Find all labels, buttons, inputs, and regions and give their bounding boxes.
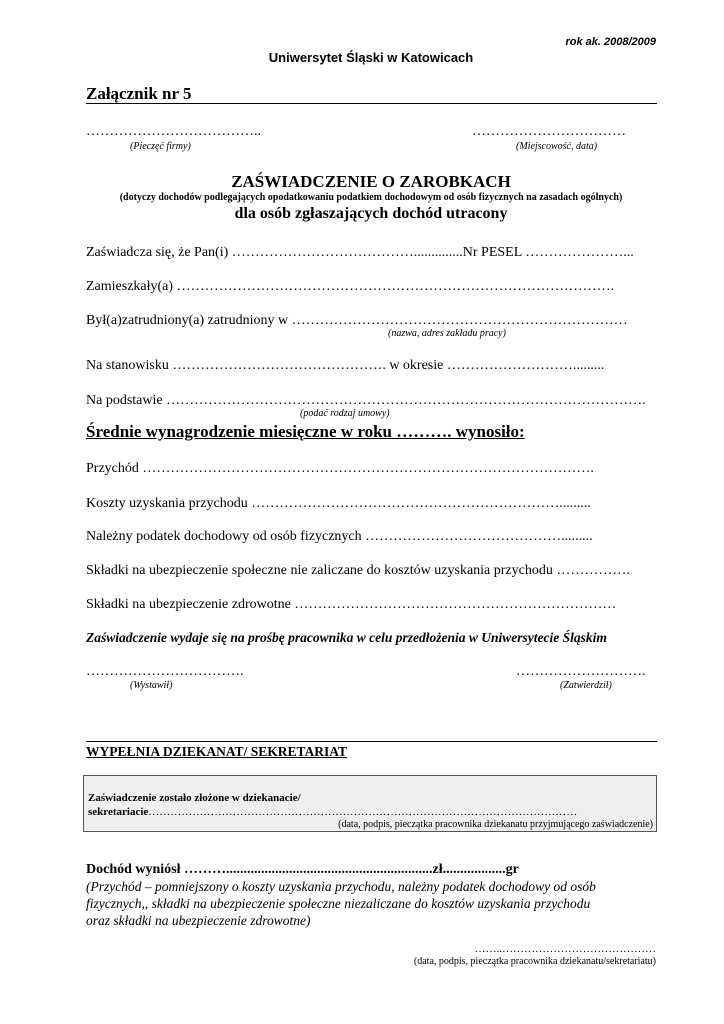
document-title: ZAŚWIADCZENIE O ZAROBKACH [231,172,511,191]
position-line: Na stanowisku ………………………………………. w okresie ………………………......... [86,358,605,373]
document-subtitle: (dotyczy dochodów podlegających opodatkowaniu podatkiem dochodowym od osób fizycznych na zasadach ogólnych) [119,192,623,203]
approved-by-label: (Zatwierdził) [560,680,612,691]
attachment-title: Załącznik nr 5 [86,84,192,103]
approved-by-field: ………………………. [516,664,646,679]
document-target: dla osób zgłaszających dochód utracony [234,205,508,222]
title-rule [86,103,657,104]
contract-hint: (podać rodzaj umowy) [300,408,390,419]
stamp-label: (Pieczęć firmy) [130,141,191,152]
dean-receipt-box [83,775,657,832]
income-explanation-2: fizycznych,, składki na ubezpieczenie społeczne niezaliczane do kosztów uzyskania przychodu [86,896,591,911]
tax-line: Należny podatek dochodowy od osób fizycznych ……………………………………......... [86,529,593,544]
issued-by-label: (Wystawił) [130,680,173,691]
issued-by-field: ……………………………. [86,664,244,679]
income-explanation-1: (Przychód – pomniejszony o koszty uzyskania przychodu, należny podatek dochodowy od osób [86,879,596,894]
employer-hint: (nazwa, adres zakładu pracy) [388,328,506,339]
social-insurance-line: Składki na ubezpieczenie społeczne nie zaliczane do kosztów uzyskania przychodu ……………. [86,563,630,578]
health-insurance-line: Składki na ubezpieczenie zdrowotne …………………………………………………………… [86,597,617,612]
place-date-label: (Miejscowość, data) [516,141,598,152]
basis-line: Na podstawie …………………………………………………………………………………………. [86,393,646,408]
notice-text: Zaświadczenie wydaje się na prośbę pracownika w celu przedłożenia w Uniwersytecie Śląskim [86,630,607,645]
average-salary-heading: Średnie wynagrodzenie miesięczne w roku ………. wynosiło: [86,422,525,441]
income-result-line: Dochód wyniósł ………...........................................................zł..................gr [86,862,519,877]
employer-line: Był(a)zatrudniony(a) zatrudniony w ……………………………………………………………… [86,313,628,328]
dean-section-heading: WYPEŁNIA DZIEKANAT/ SEKRETARIAT [86,744,348,759]
dean-box-line2: sekretariacie……………………………………………………………………………………………………… [88,806,578,818]
costs-line: Koszty uzyskania przychodu …………………………………………………………......... [86,496,591,511]
dean-section-rule [86,741,657,742]
dean-box-line1: Zaświadczenie zostało złożone w dziekanacie/ [88,792,301,804]
income-explanation-3: oraz składki na ubezpieczenie zdrowotne) [86,913,311,928]
certifies-line: Zaświadcza się, że Pan(i) …………………………………..............Nr PESEL …………………... [86,245,634,260]
place-date-field: …………………………… [472,124,626,139]
dean-box-caption: (data, podpis, pieczątka pracownika dziekanatu przyjmującego zaświadczenie) [338,819,653,830]
dean-sign-field: ……..…………………………………… [474,943,656,955]
stamp-field: ……………………………….. [86,124,261,139]
residence-line: Zamieszkały(a) …………………………………………………………………………………. [86,279,615,294]
university-name: Uniwersytet Śląski w Katowicach [268,50,474,65]
income-line: Przychód ……………………………………………………………………………………. [86,461,594,476]
dean-sign-caption: (data, podpis, pieczątka pracownika dziekanatu/sekretariatu) [413,956,656,967]
academic-year: rok ak. 2008/2009 [565,36,656,48]
